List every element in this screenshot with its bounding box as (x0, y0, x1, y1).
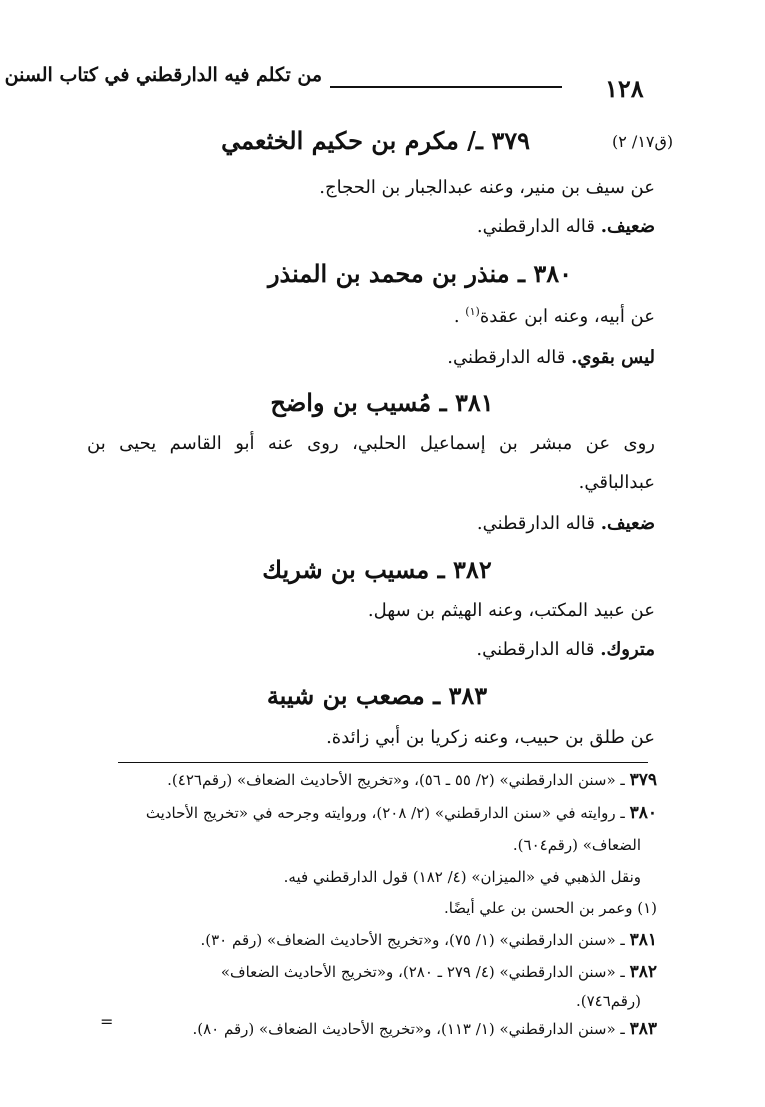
entry-title-381: ٣٨١ ـ مُسيب بن واضح (270, 388, 494, 417)
footnote-382-cont: (رقم٧٤٦). (575, 992, 641, 1010)
footnote-381 (200, 930, 657, 950)
continuation-marker: = (100, 1012, 114, 1031)
footnote-text: ـ روايته في «سنن الدارقطني» (٢/ ٢٠٨)، وروايته وجرحه في «تخريج الأحاديث (145, 804, 630, 822)
verdict-text: قاله الدارقطني. (476, 216, 601, 237)
footnote-number: ٣٨٠ (629, 803, 657, 823)
verdict-label: متروك. (600, 639, 655, 660)
entry-380-line (454, 305, 655, 327)
entry-379-line: عن سيف بن منير، وعنه عبدالجبار بن الحجاج. (319, 177, 655, 198)
footnote-383 (192, 1019, 657, 1039)
verdict-label: ضعيف. (600, 216, 655, 237)
footnote-380 (146, 803, 657, 823)
entry-382-line: عن عبيد المكتب، وعنه الهيثم بن سهل. (367, 600, 655, 621)
footnote-number: ٣٨٣ (629, 1019, 657, 1039)
footnote-text: ـ «سنن الدارقطني» (٢/ ٥٥ ـ ٥٦)، و«تخريج الأحاديث الضعاف» (رقم٤٢٦). (167, 771, 630, 789)
running-title: من تكلم فيه الدارقطني في كتاب السنن (4, 64, 322, 86)
entry-380-text: عن أبيه، وعنه ابن عقدة (479, 306, 655, 327)
verdict-text: قاله الدارقطني. (476, 639, 601, 660)
footnote-text: ـ «سنن الدارقطني» (٤/ ٢٧٩ ـ ٢٨٠)، و«تخريج الأحاديث الضعاف» (220, 963, 630, 981)
entry-383-line: عن طلق بن حبيب، وعنه زكريا بن أبي زائدة. (326, 727, 655, 748)
entry-382-verdict (476, 639, 655, 660)
footnote-380-cont: الضعاف» (رقم٦٠٤). (512, 836, 641, 854)
entry-381-verdict (477, 513, 655, 534)
verdict-text: قاله الدارقطني. (476, 513, 601, 534)
footnote-text: ـ «سنن الدارقطني» (١/ ١١٣)، و«تخريج الأحاديث الضعاف» (رقم ٨٠). (192, 1020, 630, 1038)
margin-manuscript-note: (ق١٧/ ٢) (612, 132, 674, 151)
verdict-text: قاله الدارقطني. (447, 347, 572, 368)
entry-title-379: ٣٧٩ ـ/ مكرم بن حكيم الخثعمي (221, 126, 530, 155)
footnote-number: ٣٨١ (629, 930, 657, 950)
entry-380-verdict (447, 347, 655, 368)
entry-380-tail: . (453, 306, 466, 327)
footnote-ref-1: (١) وعمر بن الحسن بن علي أيضًا. (443, 899, 657, 917)
entry-379-verdict (477, 216, 655, 237)
footnote-ref: (١) (465, 305, 480, 318)
verdict-label: ضعيف. (600, 513, 655, 534)
header-rule (330, 86, 562, 88)
entry-title-382: ٣٨٢ ـ مسيب بن شريك (262, 555, 492, 584)
footnote-382 (221, 962, 657, 982)
footnote-number: ٣٧٩ (629, 770, 657, 790)
footnote-separator (118, 762, 648, 763)
footnote-number: ٣٨٢ (629, 962, 657, 982)
footnote-text: ـ «سنن الدارقطني» (١/ ٧٥)، و«تخريج الأحاديث الضعاف» (رقم ٣٠). (200, 931, 630, 949)
entry-381-line-2: عبدالباقي. (578, 472, 655, 493)
footnote-380-note: ونقل الذهبي في «الميزان» (٤/ ١٨٢) قول الدارقطني فيه. (283, 868, 641, 886)
verdict-label: ليس بقوي. (571, 347, 655, 368)
entry-381-line-1: روى عن مبشر بن إسماعيل الحلبي، روى عنه أبو القاسم يحيى بن (87, 433, 655, 454)
page-number: ١٢٨ (605, 74, 644, 103)
entry-title-380: ٣٨٠ ـ منذر بن محمد بن المنذر (267, 259, 573, 288)
entry-title-383: ٣٨٣ ـ مصعب بن شيبة (266, 681, 488, 710)
footnote-379 (167, 770, 657, 790)
